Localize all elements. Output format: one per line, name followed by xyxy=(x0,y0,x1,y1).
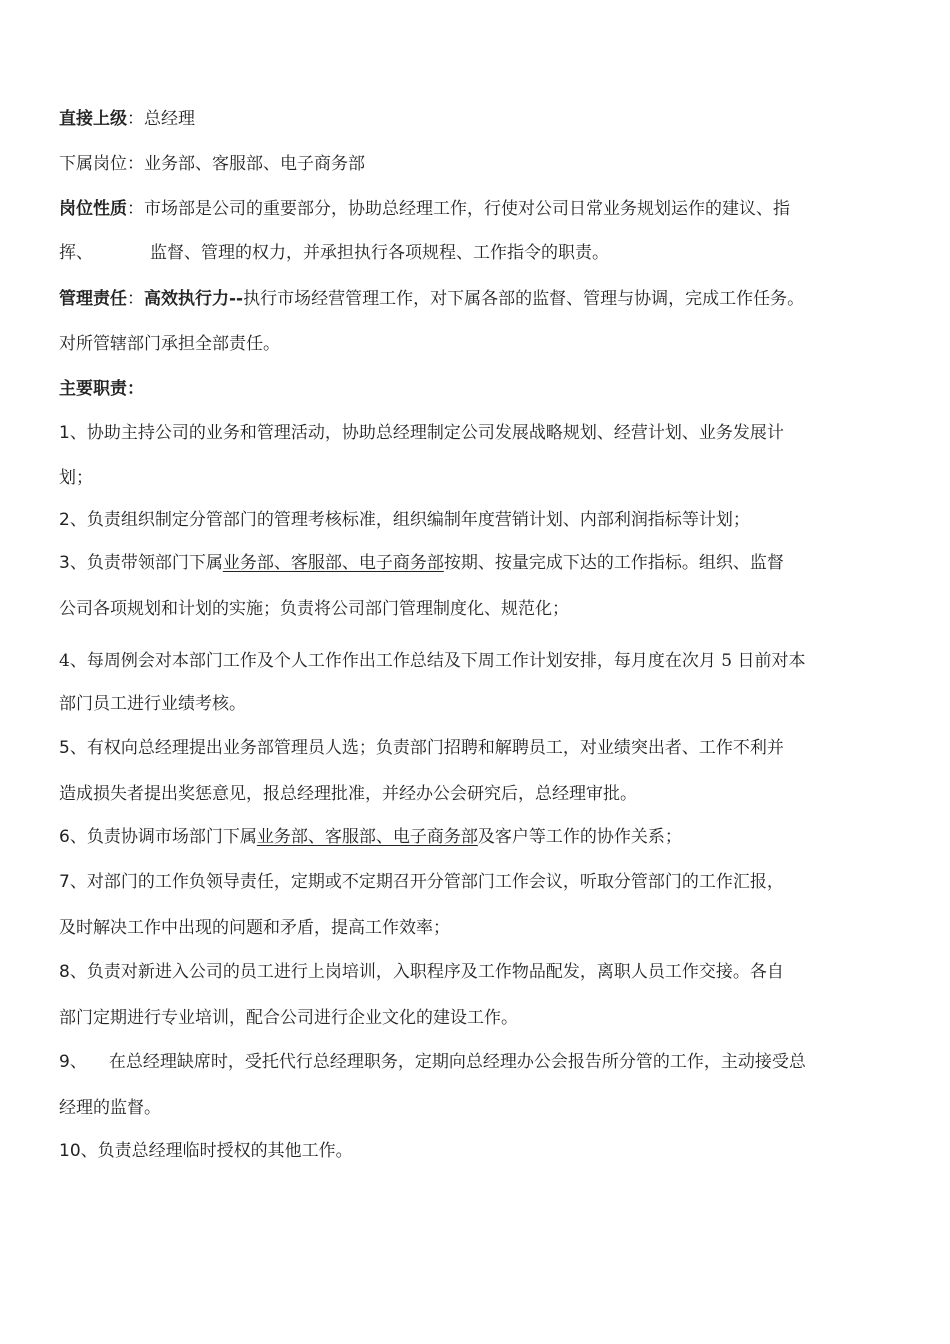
duty-number: 1 xyxy=(59,423,70,443)
duty-text: 部门员工进行业绩考核。 xyxy=(59,694,246,714)
duty-text: 及时解决工作中出现的问题和矛盾，提高工作效率； xyxy=(59,918,450,938)
superior-label: 直接上级 xyxy=(59,109,127,129)
duty-text: 对部门的工作负领导责任，定期或不定期召开分管部门工作会议，听取分管部门的工作汇报， xyxy=(86,872,784,892)
subordinate-colon: ： xyxy=(127,154,144,174)
nature-row-continued xyxy=(59,242,609,264)
duty-separator: 、 xyxy=(69,1052,87,1072)
duty-item-4 xyxy=(59,650,805,672)
department-link[interactable]: 业务部、客服部、电子商务部 xyxy=(256,827,478,847)
responsibility-text-line1: 执行市场经营管理工作，对下属各部的监督、管理与协调，完成工作任务。 xyxy=(243,289,805,309)
duty-item-5-continued xyxy=(59,783,637,805)
duty-separator: 、 xyxy=(69,553,87,573)
duty-text: 及客户等工作的协作关系； xyxy=(477,827,682,847)
superior-colon: ： xyxy=(127,109,144,129)
superior-value: 总经理 xyxy=(144,109,195,129)
duty-item-8 xyxy=(59,961,784,983)
duty-number: 10 xyxy=(59,1141,81,1161)
duties-heading: 主要职责： xyxy=(59,379,144,399)
duty-text: 每周例会对本部门工作及个人工作作出工作总结及下周工作计划安排，每月度在次月 5 日前对本 xyxy=(86,651,806,671)
duty-separator: 、 xyxy=(69,738,87,758)
nature-row xyxy=(59,198,790,220)
duty-text: 负责组织制定分管部门的管理考核标准，组织编制年度营销计划、内部利润指标等计划； xyxy=(86,510,750,530)
duty-number: 5 xyxy=(59,738,70,758)
duty-item-8-continued xyxy=(59,1007,518,1029)
duty-text: 在总经理缺席时，受托代行总经理职务，定期向总经理办公会报告所分管的工作，主动接受总 xyxy=(108,1052,806,1072)
duty-separator: 、 xyxy=(69,510,87,530)
duty-number: 9 xyxy=(59,1052,70,1072)
duty-number: 6 xyxy=(59,827,70,847)
subordinate-label: 下属岗位 xyxy=(59,154,127,174)
responsibility-row xyxy=(59,288,804,310)
duty-text: 负责对新进入公司的员工进行上岗培训，入职程序及工作物品配发，离职人员工作交接。各自 xyxy=(86,962,784,982)
nature-text-line2: 监督、管理的权力，并承担执行各项规程、工作指令的职责。 xyxy=(150,243,609,263)
subordinate-row xyxy=(59,153,365,175)
duty-item-1 xyxy=(59,422,784,444)
duty-text: 公司各项规划和计划的实施；负责将公司部门管理制度化、规范化； xyxy=(59,599,569,619)
duty-text: 造成损失者提出奖惩意见，报总经理批准，并经办公会研究后，总经理审批。 xyxy=(59,784,637,804)
duty-text: 负责带领部门下属 xyxy=(86,553,223,573)
duty-separator: 、 xyxy=(69,827,87,847)
duty-item-7 xyxy=(59,871,784,893)
duty-item-9-continued xyxy=(59,1097,161,1119)
duty-item-4-continued xyxy=(59,693,246,715)
duty-item-7-continued xyxy=(59,917,450,939)
duty-item-9 xyxy=(59,1051,806,1073)
duty-text: 负责协调市场部门下属 xyxy=(86,827,257,847)
department-link[interactable]: 业务部、客服部、电子商务部 xyxy=(222,553,444,573)
duty-number: 8 xyxy=(59,962,70,982)
responsibility-label: 管理责任 xyxy=(59,289,127,309)
duty-text: 经理的监督。 xyxy=(59,1098,161,1118)
duty-item-1-continued xyxy=(59,467,93,489)
duty-separator: 、 xyxy=(80,1141,98,1161)
duty-item-3 xyxy=(59,552,784,574)
duty-separator: 、 xyxy=(69,423,87,443)
nature-text-line1: 市场部是公司的重要部分，协助总经理工作，行使对公司日常业务规划运作的建议、指 xyxy=(144,199,790,219)
nature-label: 岗位性质 xyxy=(59,199,127,219)
nature-colon: ： xyxy=(127,199,144,219)
responsibility-colon: ： xyxy=(127,289,144,309)
duty-text: 负责总经理临时授权的其他工作。 xyxy=(97,1141,353,1161)
responsibility-text-line2: 对所管辖部门承担全部责任。 xyxy=(59,334,280,354)
duty-number: 7 xyxy=(59,872,70,892)
duty-separator: 、 xyxy=(69,872,87,892)
duty-text: 按期、按量完成下达的工作指标。组织、监督 xyxy=(443,553,784,573)
duty-item-2 xyxy=(59,509,750,531)
responsibility-row-continued xyxy=(59,333,280,355)
duty-item-6 xyxy=(59,826,682,848)
nature-text-lead: 挥、 xyxy=(59,243,93,263)
duty-item-3-continued xyxy=(59,598,569,620)
duty-item-5 xyxy=(59,737,784,759)
duty-text: 协助主持公司的业务和管理活动，协助总经理制定公司发展战略规划、经营计划、业务发展计 xyxy=(86,423,784,443)
duty-separator: 、 xyxy=(69,651,87,671)
duty-number: 4 xyxy=(59,651,70,671)
duty-number: 3 xyxy=(59,553,70,573)
superior-row xyxy=(59,108,195,130)
duty-text: 有权向总经理提出业务部管理员人选；负责部门招聘和解聘员工，对业绩突出者、工作不利并 xyxy=(86,738,784,758)
duty-text: 部门定期进行专业培训，配合公司进行企业文化的建设工作。 xyxy=(59,1008,518,1028)
duty-number: 2 xyxy=(59,510,70,530)
duty-text: 划； xyxy=(59,468,93,488)
duty-item-10 xyxy=(59,1140,353,1162)
subordinate-value: 业务部、客服部、电子商务部 xyxy=(144,154,365,174)
responsibility-emphasis: 高效执行力-- xyxy=(144,289,244,309)
duty-separator: 、 xyxy=(69,962,87,982)
